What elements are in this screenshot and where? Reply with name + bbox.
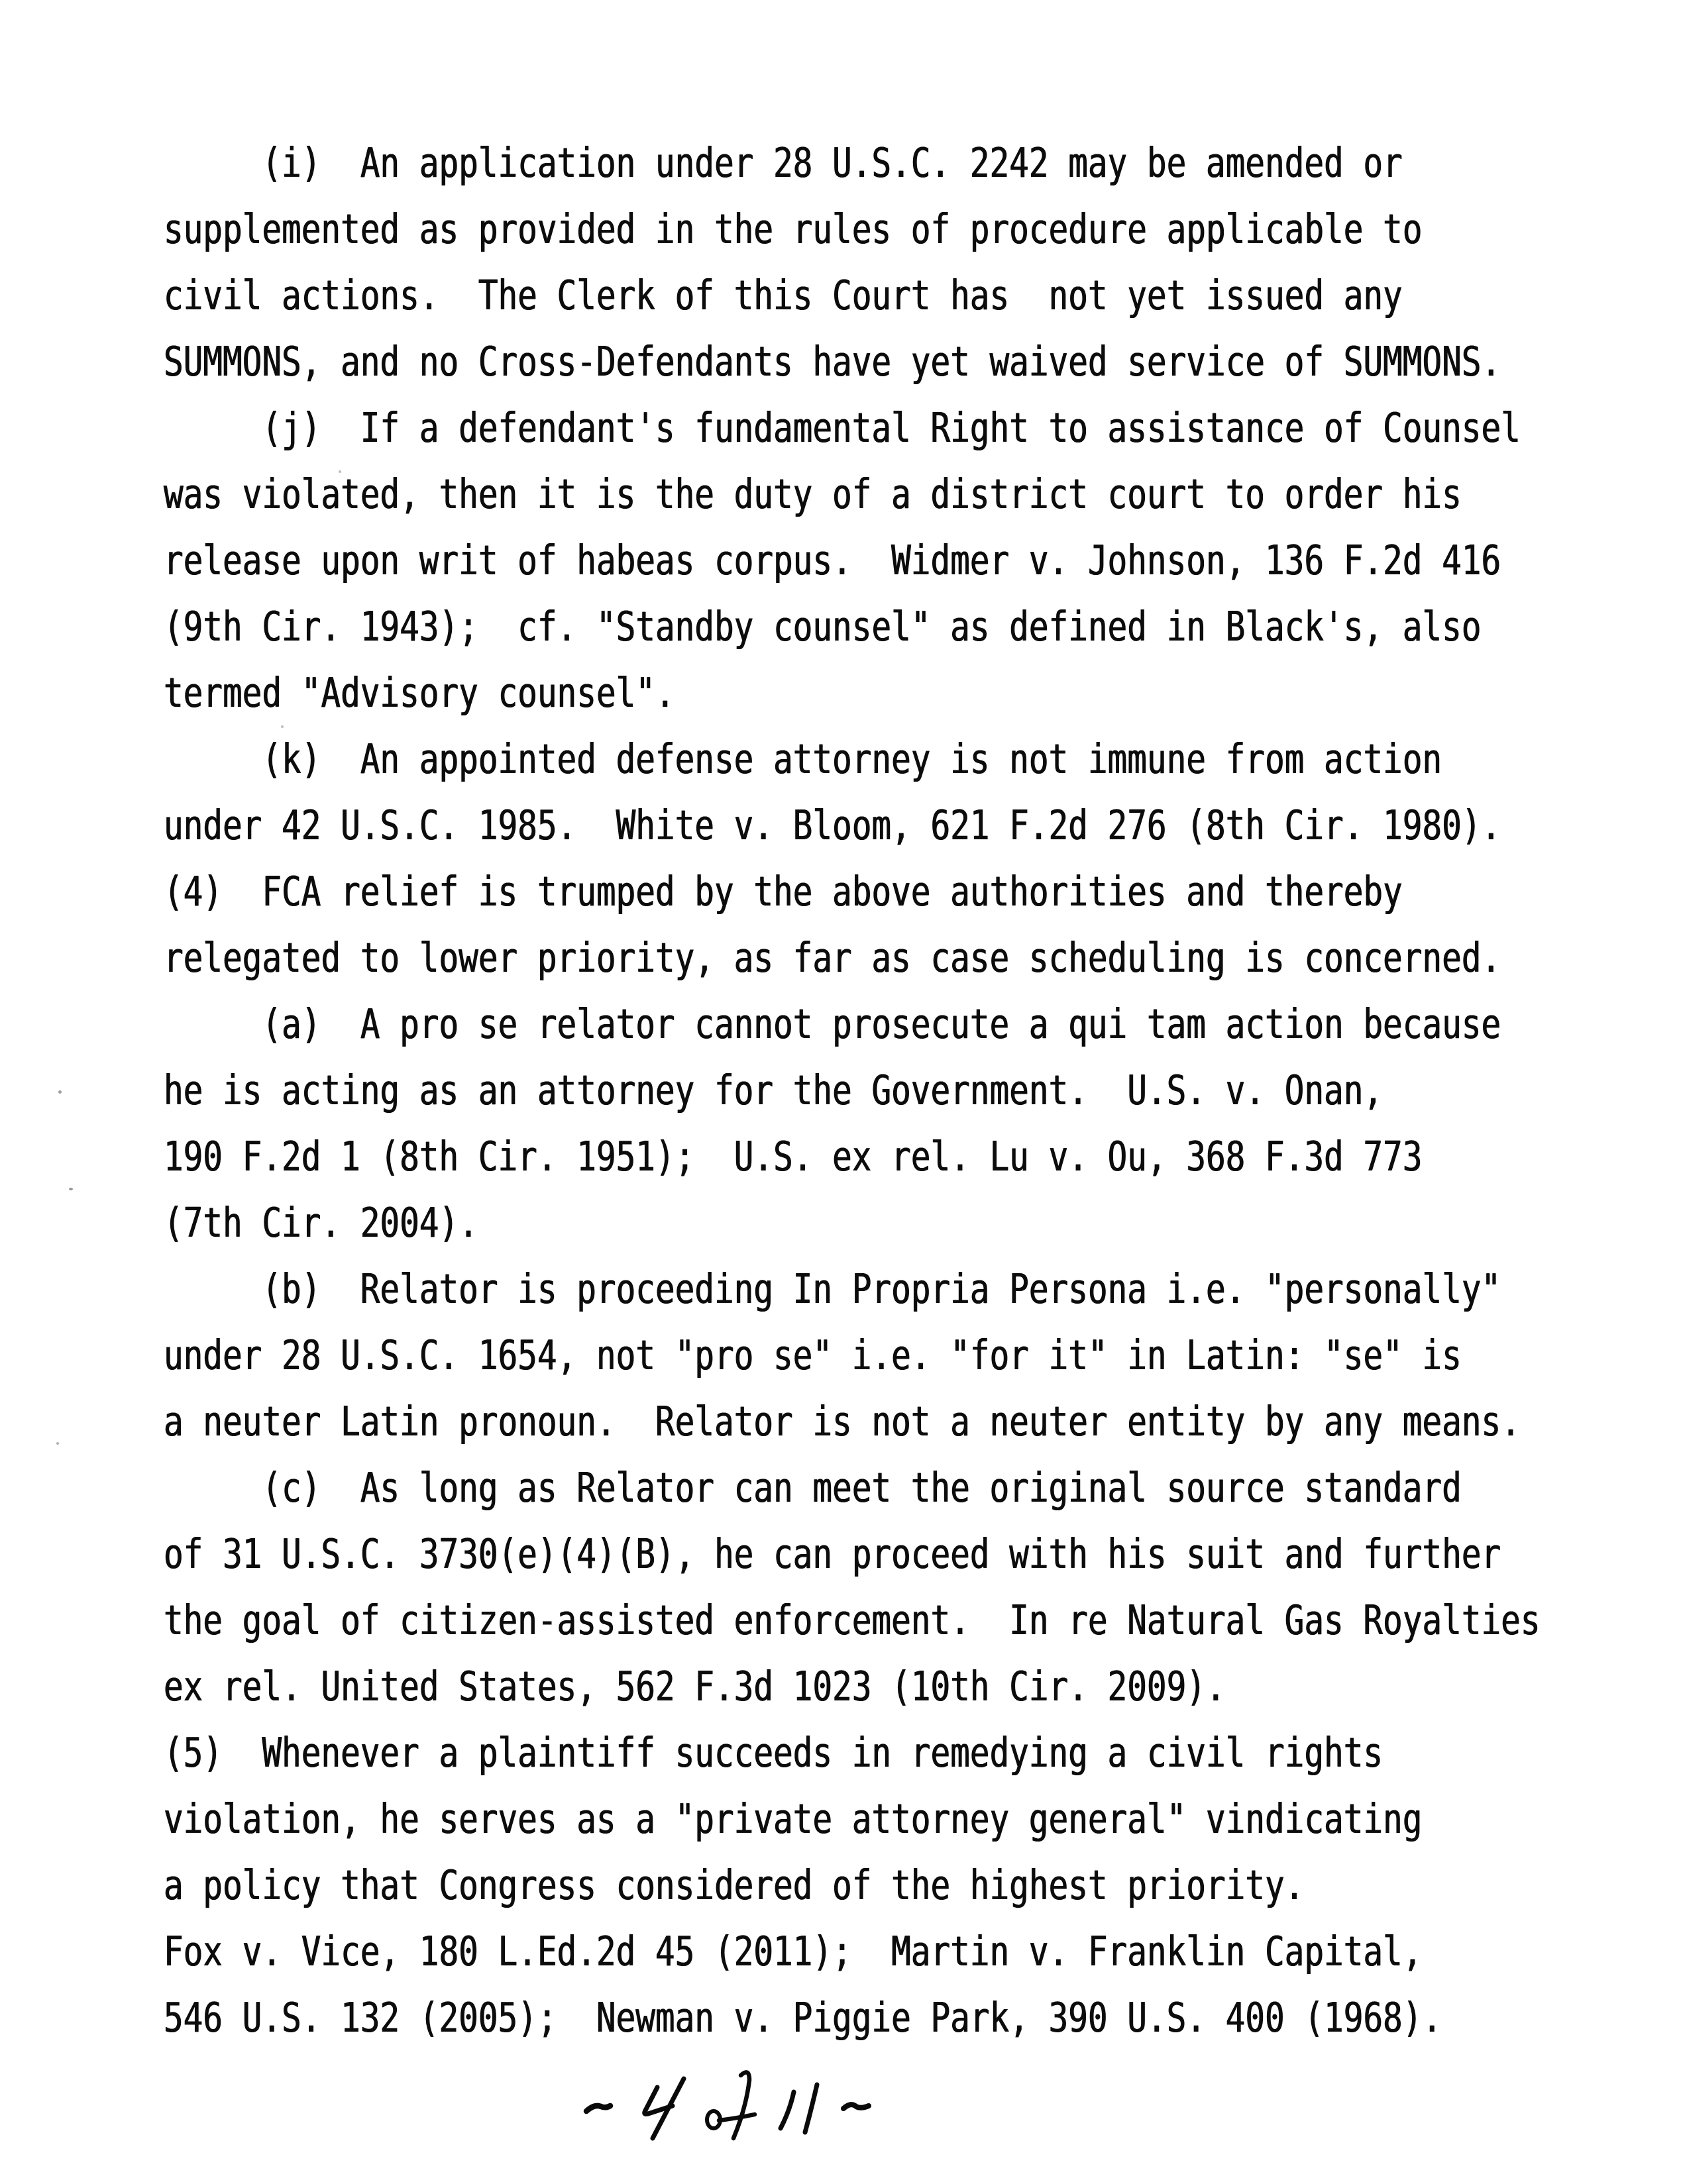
document-line-2: supplemented as provided in the rules of procedure applicable to [164,205,1423,253]
document-line-12: (4) FCA relief is trumped by the above authorities and thereby [164,867,1403,915]
document-line-18: (b) Relator is proceeding In Propria Persona i.e. "personally" [164,1265,1501,1313]
document-line-9: termed "Advisory counsel". [164,668,675,717]
document-line-27: a policy that Congress considered of the highest priority. [164,1861,1305,1909]
handwritten-1-first [781,2092,794,2128]
document-line-16: 190 F.2d 1 (8th Cir. 1951); U.S. ex rel. Lu v. Ou, 368 F.3d 773 [164,1132,1423,1180]
document-line-24: ex rel. United States, 562 F.3d 1023 (10th Cir. 2009). [164,1662,1226,1710]
document-line-13: relegated to lower priority, as far as case scheduling is concerned. [164,933,1501,982]
document-line-15: he is acting as an attorney for the Government. U.S. v. Onan, [164,1066,1383,1114]
document-line-4: SUMMONS, and no Cross-Defendants have yet waived service of SUMMONS. [164,337,1501,386]
scan-speck [69,1188,73,1190]
document-line-10: (k) An appointed defense attorney is not immune from action [164,735,1442,783]
scan-speck [281,725,284,728]
document-line-21: (c) As long as Relator can meet the original source standard [164,1463,1462,1512]
handwritten-f-cross [719,2114,755,2120]
handwritten-f-stem [733,2072,749,2138]
document-line-22: of 31 U.S.C. 3730(e)(4)(B), he can proceed with his suit and further [164,1530,1501,1578]
document-line-8: (9th Cir. 1943); cf. "Standby counsel" as defined in Black's, also [164,602,1482,650]
document-line-23: the goal of citizen-assisted enforcement. In re Natural Gas Royalties [164,1596,1541,1644]
scan-speck [56,1442,59,1445]
document-line-6: was violated, then it is the duty of a district court to order his [164,470,1462,518]
document-line-11: under 42 U.S.C. 1985. White v. Bloom, 621 F.2d 276 (8th Cir. 1980). [164,801,1501,849]
handwritten-page-number-text [0,0,1,1]
document-line-7: release upon writ of habeas corpus. Widmer v. Johnson, 136 F.2d 416 [164,536,1501,584]
document-line-17: (7th Cir. 2004). [164,1198,478,1247]
document-line-5: (j) If a defendant's fundamental Right to assistance of Counsel [164,403,1521,452]
document-line-1: (i) An application under 28 U.S.C. 2242 may be amended or [164,138,1403,187]
handwritten-dash-left [586,2106,610,2111]
handwritten-dash-right [843,2105,869,2108]
document-line-14: (a) A pro se relator cannot prosecute a qui tam action because [164,1000,1501,1048]
scan-speck [58,1090,62,1094]
handwritten-1-second [805,2085,817,2132]
document-line-26: violation, he serves as a "private attorney general" vindicating [164,1794,1423,1843]
document-line-25: (5) Whenever a plaintiff succeeds in remedying a civil rights [164,1728,1383,1777]
handwritten-page-number-strokes [530,2054,994,2184]
document-line-19: under 28 U.S.C. 1654, not "pro se" i.e. "for it" in Latin: "se" is [164,1331,1462,1379]
document-line-28: Fox v. Vice, 180 L.Ed.2d 45 (2011); Martin v. Franklin Capital, [164,1927,1423,1975]
document-line-3: civil actions. The Clerk of this Court has not yet issued any [164,271,1403,319]
scan-speck [339,470,341,473]
document-line-29: 546 U.S. 132 (2005); Newman v. Piggie Park, 390 U.S. 400 (1968). [164,1993,1442,2042]
document-line-20: a neuter Latin pronoun. Relator is not a neuter entity by any means. [164,1397,1521,1445]
